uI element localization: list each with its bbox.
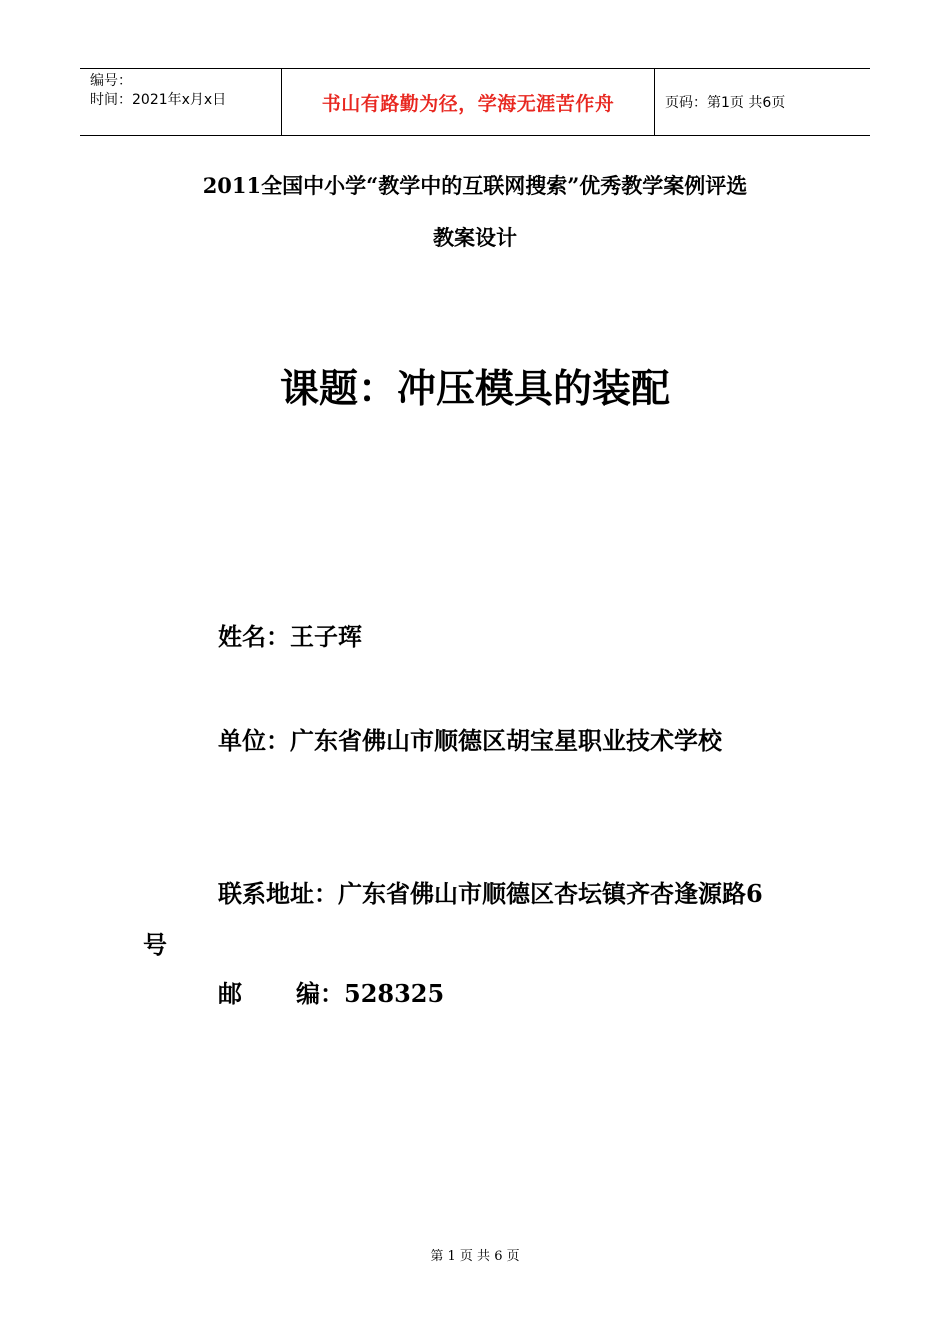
- heading-line-2: 教案设计: [433, 225, 517, 250]
- heading-line-1: 2011全国中小学“教学中的互联网搜索”优秀教学案例评选: [202, 173, 748, 198]
- document-title: 课题：冲压模具的装配: [279, 366, 670, 412]
- number-label: 编号：: [90, 73, 132, 89]
- address-line-2: 号: [143, 930, 167, 959]
- author-name: 姓名：王子珲: [218, 622, 362, 651]
- author-unit: 单位：广东省佛山市顺德区胡宝星职业技术学校: [218, 726, 722, 755]
- postcode-value: 编：528325: [296, 979, 445, 1008]
- address-line-1: 联系地址：广东省佛山市顺德区杏坛镇齐杏逢源路6: [218, 879, 763, 908]
- header-page-cell: [655, 69, 870, 135]
- header-page-info: 页码：第1页 共6页: [665, 95, 786, 111]
- postcode-label: 邮: [218, 979, 242, 1008]
- page-footer: 第 1 页 共 6 页: [430, 1249, 520, 1264]
- header-table: [80, 68, 870, 136]
- header-meta-cell: [80, 69, 282, 135]
- time-label: 时间：2021年x月x日: [90, 92, 227, 108]
- header-motto-cell: [282, 69, 655, 135]
- motto-text: 书山有路勤为径，学海无涯苦作舟: [321, 92, 615, 115]
